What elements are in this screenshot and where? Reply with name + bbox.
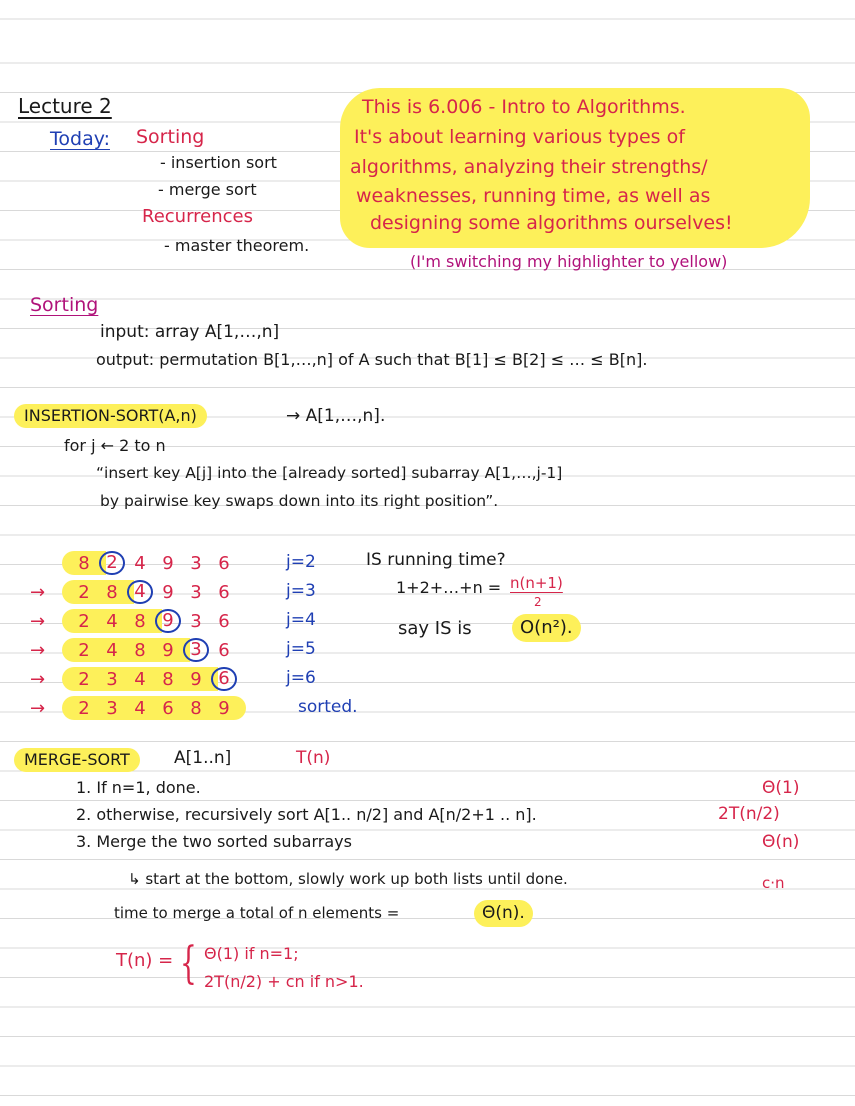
trace-label: j=3 bbox=[286, 581, 316, 601]
topic-master-theorem: - master theorem. bbox=[164, 236, 310, 255]
trace-value: 6 bbox=[218, 581, 230, 603]
trace-arrow: → bbox=[30, 639, 46, 661]
trace-cells bbox=[62, 638, 246, 662]
key-circle: 9 bbox=[155, 609, 180, 633]
topic-sorting: Sorting bbox=[136, 126, 205, 148]
recurrence-case-1: Θ(1) if n=1; bbox=[204, 944, 299, 963]
trace-cells bbox=[62, 696, 246, 720]
trace-value: 8 bbox=[134, 610, 146, 632]
key-circle: 6 bbox=[211, 667, 236, 691]
trace-value: 4 bbox=[106, 610, 118, 632]
trace-value: 6 bbox=[162, 697, 174, 719]
trace-value: 3 bbox=[106, 668, 118, 690]
insertion-loop: for j ← 2 to n bbox=[64, 436, 166, 455]
runtime-big-o: O(n²). bbox=[512, 614, 581, 642]
trace-label: j=6 bbox=[286, 668, 316, 688]
trace-row bbox=[30, 550, 246, 576]
runtime-question: IS running time? bbox=[366, 550, 506, 570]
note-line-5: designing some algorithms ourselves! bbox=[370, 212, 733, 234]
trace-label: sorted. bbox=[298, 697, 358, 717]
topic-merge-sort: - merge sort bbox=[158, 180, 257, 199]
sorting-input: input: array A[1,…,n] bbox=[100, 322, 280, 342]
trace-value: 8 bbox=[78, 552, 90, 574]
sorting-heading: Sorting bbox=[30, 294, 99, 316]
lecture-title: Lecture 2 bbox=[18, 94, 112, 118]
trace-value: 9 bbox=[162, 639, 174, 661]
trace-value: 8 bbox=[106, 581, 118, 603]
merge-linear-cost: c·n bbox=[762, 874, 785, 892]
trace-value: 3 bbox=[106, 697, 118, 719]
insertion-body-1: “insert key A[j] into the [already sorted] subarray A[1,…,j-1] bbox=[96, 464, 563, 482]
merge-sort-arg: A[1..n] bbox=[174, 748, 232, 768]
note-line-3: algorithms, analyzing their strengths/ bbox=[350, 156, 708, 178]
recurrence-brace: { bbox=[180, 938, 197, 989]
trace-value bbox=[98, 551, 126, 575]
recurrence-lhs: T(n) = bbox=[116, 950, 174, 971]
trace-value bbox=[210, 667, 238, 691]
trace-cells bbox=[62, 580, 246, 604]
merge-note: ↳ start at the bottom, slowly work up both lists until done. bbox=[128, 870, 568, 888]
merge-sort-title: MERGE-SORT bbox=[14, 748, 140, 772]
trace-value: 9 bbox=[190, 668, 202, 690]
sorting-output: output: permutation B[1,…,n] of A such that B[1] ≤ B[2] ≤ … ≤ B[n]. bbox=[96, 350, 648, 369]
insertion-sort-title: INSERTION-SORT(A,n) bbox=[14, 404, 207, 428]
note-line-2: It's about learning various types of bbox=[354, 126, 685, 148]
key-circle: 4 bbox=[127, 580, 152, 604]
trace-value: 2 bbox=[78, 581, 90, 603]
trace-arrow: → bbox=[30, 697, 46, 719]
trace-value: 9 bbox=[162, 581, 174, 603]
trace-cells bbox=[62, 551, 246, 575]
runtime-say: say IS is bbox=[398, 618, 472, 639]
runtime-sum: 1+2+…+n = bbox=[396, 578, 502, 597]
today-label: Today: bbox=[50, 128, 110, 150]
trace-value: 2 bbox=[78, 610, 90, 632]
topic-insertion-sort: - insertion sort bbox=[160, 153, 277, 172]
trace-value: 2 bbox=[78, 668, 90, 690]
trace-value bbox=[182, 638, 210, 662]
trace-value: 6 bbox=[218, 552, 230, 574]
recurrence-case-2: 2T(n/2) + cn if n>1. bbox=[204, 972, 364, 991]
trace-value: 8 bbox=[162, 668, 174, 690]
insertion-sort-returns: → A[1,…,n]. bbox=[286, 406, 386, 426]
trace-label: j=5 bbox=[286, 639, 316, 659]
merge-step-3: 3. Merge the two sorted subarrays bbox=[76, 832, 352, 851]
trace-row bbox=[30, 608, 246, 634]
trace-cells bbox=[62, 609, 246, 633]
trace-value: 6 bbox=[218, 639, 230, 661]
note-line-4: weaknesses, running time, as well as bbox=[356, 185, 711, 207]
merge-step-1-cost: Θ(1) bbox=[762, 778, 800, 798]
trace-value: 8 bbox=[134, 639, 146, 661]
insertion-body-2: by pairwise key swaps down into its right position”. bbox=[100, 492, 499, 510]
trace-value: 3 bbox=[190, 581, 202, 603]
merge-step-2: 2. otherwise, recursively sort A[1.. n/2] and A[n/2+1 .. n]. bbox=[76, 805, 537, 824]
trace-arrow: → bbox=[30, 581, 46, 603]
trace-arrow: → bbox=[30, 610, 46, 632]
trace-value: 9 bbox=[162, 552, 174, 574]
trace-label: j=2 bbox=[286, 552, 316, 572]
topic-recurrences: Recurrences bbox=[142, 206, 253, 227]
key-circle: 3 bbox=[183, 638, 208, 662]
trace-value: 4 bbox=[106, 639, 118, 661]
trace-cells bbox=[62, 667, 246, 691]
trace-value: 8 bbox=[190, 697, 202, 719]
trace-value: 2 bbox=[78, 639, 90, 661]
trace-label: j=4 bbox=[286, 610, 316, 630]
highlighter-note: (I'm switching my highlighter to yellow) bbox=[410, 252, 728, 271]
merge-time-line: time to merge a total of n elements = bbox=[114, 904, 400, 922]
trace-row bbox=[30, 637, 246, 663]
trace-row bbox=[30, 666, 246, 692]
trace-value: 6 bbox=[218, 610, 230, 632]
trace-value bbox=[154, 609, 182, 633]
runtime-sum-numerator: n(n+1) bbox=[510, 574, 563, 592]
trace-arrow: → bbox=[30, 668, 46, 690]
trace-value: 4 bbox=[134, 697, 146, 719]
trace-value: 3 bbox=[190, 610, 202, 632]
trace-row bbox=[30, 695, 246, 721]
trace-value: 2 bbox=[78, 697, 90, 719]
note-line-1: This is 6.006 - Intro to Algorithms. bbox=[362, 96, 686, 118]
trace-row bbox=[30, 579, 246, 605]
trace-value: 3 bbox=[190, 552, 202, 574]
key-circle: 2 bbox=[99, 551, 124, 575]
merge-step-2-cost: 2T(n/2) bbox=[718, 804, 780, 824]
merge-step-3-cost: Θ(n) bbox=[762, 832, 800, 852]
trace-value: 4 bbox=[134, 552, 146, 574]
trace-value bbox=[126, 580, 154, 604]
trace-value: 9 bbox=[218, 697, 230, 719]
runtime-sum-denominator: 2 bbox=[534, 595, 542, 609]
merge-sort-cost: T(n) bbox=[296, 748, 331, 768]
trace-value: 4 bbox=[134, 668, 146, 690]
merge-theta-n: Θ(n). bbox=[474, 900, 533, 927]
merge-step-1: 1. If n=1, done. bbox=[76, 778, 201, 797]
